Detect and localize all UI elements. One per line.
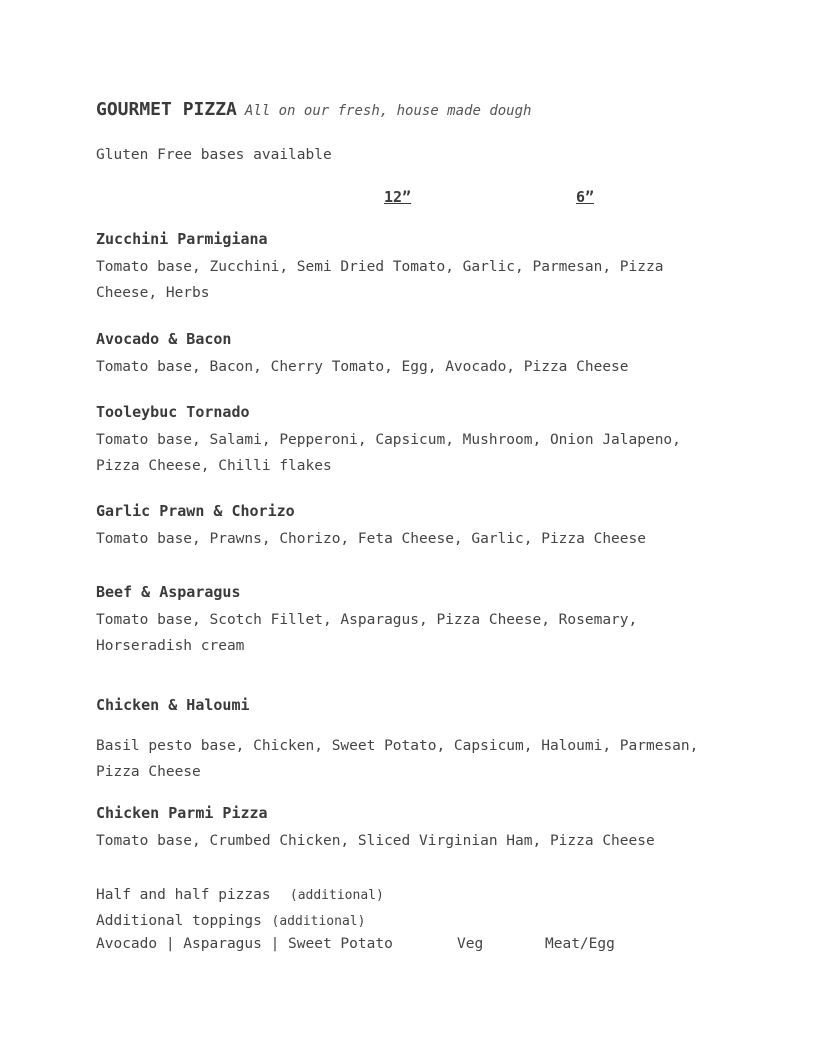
pizza-name: Chicken Parmi Pizza bbox=[96, 804, 268, 822]
pizza-name: Tooleybuc Tornado bbox=[96, 403, 250, 421]
pizza-description: Tomato base, Bacon, Cherry Tomato, Egg, Avocado, Pizza Cheese bbox=[96, 359, 629, 375]
pizza-description: Tomato base, Salami, Pepperoni, Capsicum, Mushroom, Onion Jalapeno, Pizza Cheese, Chilli flakes bbox=[96, 432, 681, 474]
size-header-12: 12” bbox=[384, 188, 412, 206]
pizza-name: Chicken & Haloumi bbox=[96, 696, 250, 714]
toppings-veg-label: Veg bbox=[457, 936, 484, 952]
pizza-name: Avocado & Bacon bbox=[96, 330, 232, 348]
section-tagline: All on our fresh, house made dough bbox=[244, 103, 532, 119]
pizza-description: Tomato base, Scotch Fillet, Asparagus, Pizza Cheese, Rosemary, Horseradish cream bbox=[96, 612, 638, 654]
pizza-description: Tomato base, Prawns, Chorizo, Feta Cheese, Garlic, Pizza Cheese bbox=[96, 531, 646, 547]
additional-toppings-label: Additional toppings bbox=[96, 913, 262, 929]
pizza-name: Garlic Prawn & Chorizo bbox=[96, 502, 295, 520]
pizza-name: Zucchini Parmigiana bbox=[96, 230, 268, 248]
additional-toppings-line bbox=[96, 910, 365, 929]
half-and-half-label: Half and half pizzas bbox=[96, 887, 271, 903]
menu-header bbox=[96, 99, 531, 120]
pizza-description: Tomato base, Zucchini, Semi Dried Tomato, Garlic, Parmesan, Pizza Cheese, Herbs bbox=[96, 259, 664, 301]
pizza-description: Basil pesto base, Chicken, Sweet Potato, Capsicum, Haloumi, Parmesan, Pizza Cheese bbox=[96, 738, 699, 780]
pizza-description: Tomato base, Crumbed Chicken, Sliced Virginian Ham, Pizza Cheese bbox=[96, 833, 655, 849]
toppings-items: Avocado | Asparagus | Sweet Potato bbox=[96, 936, 393, 952]
half-and-half-note: (additional) bbox=[289, 888, 384, 903]
additional-toppings-note: (additional) bbox=[271, 914, 366, 929]
toppings-meat-egg-label: Meat/Egg bbox=[545, 936, 615, 952]
half-and-half-line bbox=[96, 884, 384, 903]
pizza-name: Beef & Asparagus bbox=[96, 583, 241, 601]
size-header-6: 6” bbox=[576, 188, 595, 206]
section-title: GOURMET PIZZA bbox=[96, 99, 237, 120]
gluten-free-note: Gluten Free bases available bbox=[96, 147, 332, 163]
